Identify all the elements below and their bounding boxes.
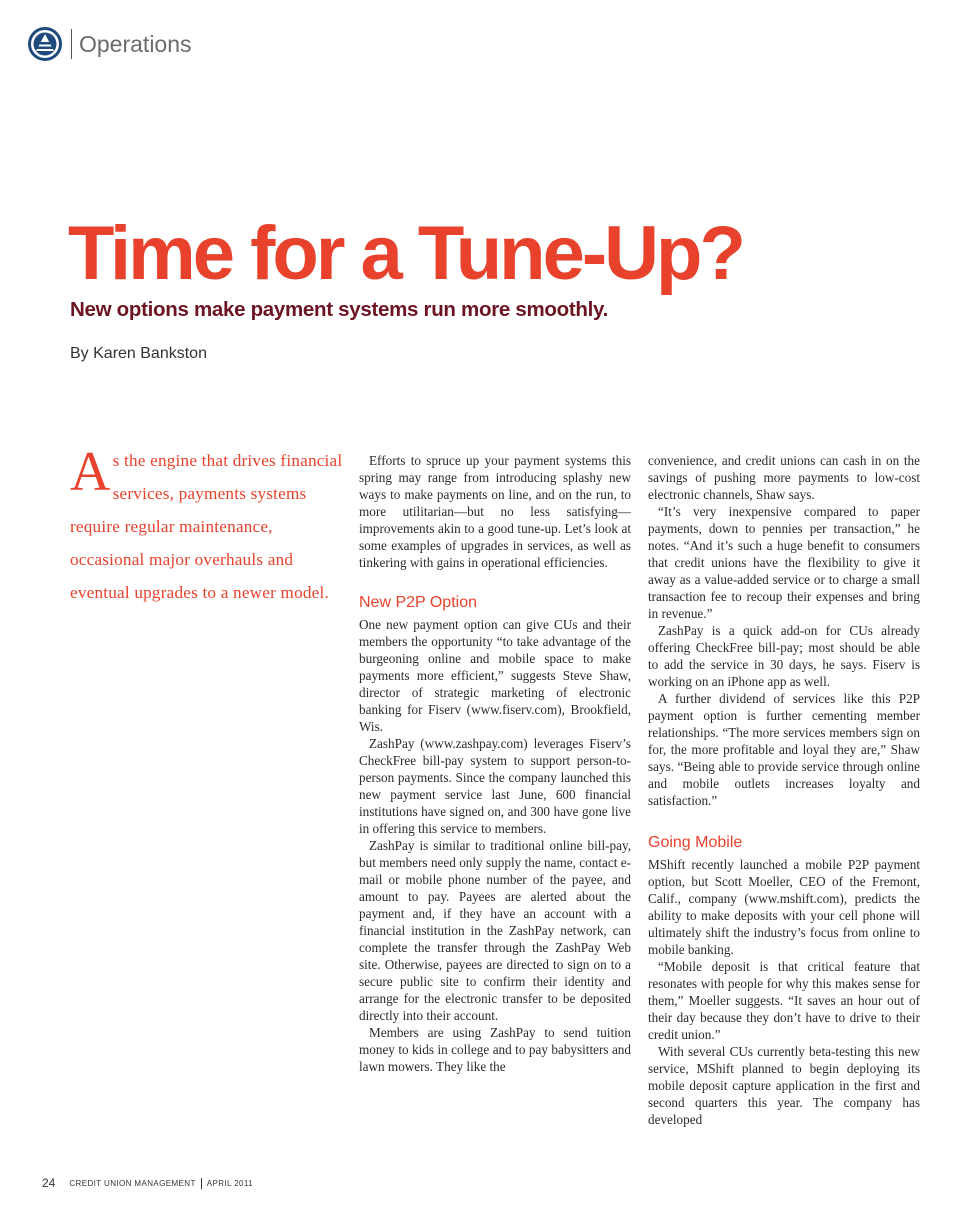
paragraph: One new payment option can give CUs and their members the opportunity “to take advantage of the burgeoning online and mobile space to make payments more efficient,” suggests Steve Shaw, director of strategic marketing of electronic banking for Fiserv (www.fiserv.com), Brookfield, Wis. bbox=[359, 617, 631, 734]
cu-logo-icon bbox=[28, 27, 62, 61]
paragraph: ZashPay (www.zashpay.com) leverages Fiserv’s CheckFree bill-pay system to support person-to-person payments. Since the company launched this new payment service last June, 600 financial institutions have signed on, and 300 have gone live in offering this service to members. bbox=[359, 736, 631, 836]
paragraph: MShift recently launched a mobile P2P payment option, but Scott Moeller, CEO of the Fremont, Calif., company (www.mshift.com), predicts the ability to make deposits with your cell phone will ultimately shift the industry’s focus from online to mobile banking. bbox=[648, 857, 920, 957]
drop-cap: A bbox=[70, 441, 111, 503]
header-divider bbox=[71, 29, 72, 59]
section-heading-p2p: New P2P Option bbox=[359, 594, 477, 611]
paragraph: ZashPay is a quick add-on for CUs already offering CheckFree bill-pay; most should be able to add the service in 30 days, he says. Fiserv is working on an iPhone app as well. bbox=[648, 623, 920, 689]
article-subtitle: New options make payment systems run more smoothly. bbox=[70, 298, 608, 321]
issue-date: APRIL 2011 bbox=[206, 1178, 254, 1188]
paragraph: With several CUs currently beta-testing this new service, MShift planned to begin deploying its mobile deposit capture application in the first and second quarters this year. The company has developed bbox=[648, 1044, 920, 1127]
article-title: Time for a Tune-Up? bbox=[68, 211, 743, 296]
pull-quote bbox=[70, 441, 345, 609]
paragraph: ZashPay is similar to traditional online bill-pay, but members need only supply the name, contact e-mail or mobile phone number of the payee, and amount to pay. Payees are alerted about the payment and, if they have an account with a financial institution in the ZashPay network, can complete the transfer through the ZashPay Web site. Otherwise, payees are directed to sign on to a secure public site to confirm their identity and arrange for the electronic transfer to be deposited directly into their account. bbox=[359, 838, 631, 1023]
footer-divider bbox=[201, 1178, 202, 1189]
section-heading-mobile: Going Mobile bbox=[648, 834, 743, 851]
paragraph: convenience, and credit unions can cash in on the savings of pushing more payments to low-cost electronic channels, Shaw says. bbox=[648, 453, 920, 502]
paragraph: Members are using ZashPay to send tuition money to kids in college and to pay babysitters and lawn mowers. They like the bbox=[359, 1025, 631, 1074]
paragraph: A further dividend of services like this P2P payment option is further cementing member relationships. “The more services members sign on for, the more profitable and loyal they are,” Shaw says. “Being able to provide service through online and mobile outlets increases loyalty and satisfaction.” bbox=[648, 691, 920, 808]
pull-quote-text: s the engine that drives financial services, payments systems require regular maintenance, occasional major overhauls and eventual upgrades to a newer model. bbox=[70, 451, 343, 602]
publication-name: CREDIT UNION MANAGEMENT bbox=[69, 1178, 196, 1188]
page-footer bbox=[42, 1176, 253, 1190]
page-number: 24 bbox=[42, 1176, 56, 1190]
body-column-1 bbox=[359, 452, 631, 1075]
paragraph: “It’s very inexpensive compared to paper payments, down to pennies per transaction,” he notes. “And it’s such a huge benefit to consumers that credit unions have the flexibility to give it away as a value-added service or to charge a small transaction fee to recoup their expenses and bring in revenue.” bbox=[648, 504, 920, 621]
paragraph: “Mobile deposit is that critical feature that resonates with people for why this makes sense for them,” Moeller suggests. “It saves an hour out of their day because they don’t have to drive to their credit union.” bbox=[648, 959, 920, 1042]
paragraph: Efforts to spruce up your payment systems this spring may range from introducing splashy new ways to make payments on line, and on the run, to more utilitarian—but no less satisfying—improvements akin to a good tune-up. Let’s look at some examples of upgrades in services, as well as tinkering with gains in operational efficiencies. bbox=[359, 453, 631, 570]
byline: By Karen Bankston bbox=[70, 345, 207, 362]
body-column-2 bbox=[648, 452, 920, 1128]
page-header bbox=[28, 27, 192, 61]
section-label: Operations bbox=[79, 30, 192, 57]
